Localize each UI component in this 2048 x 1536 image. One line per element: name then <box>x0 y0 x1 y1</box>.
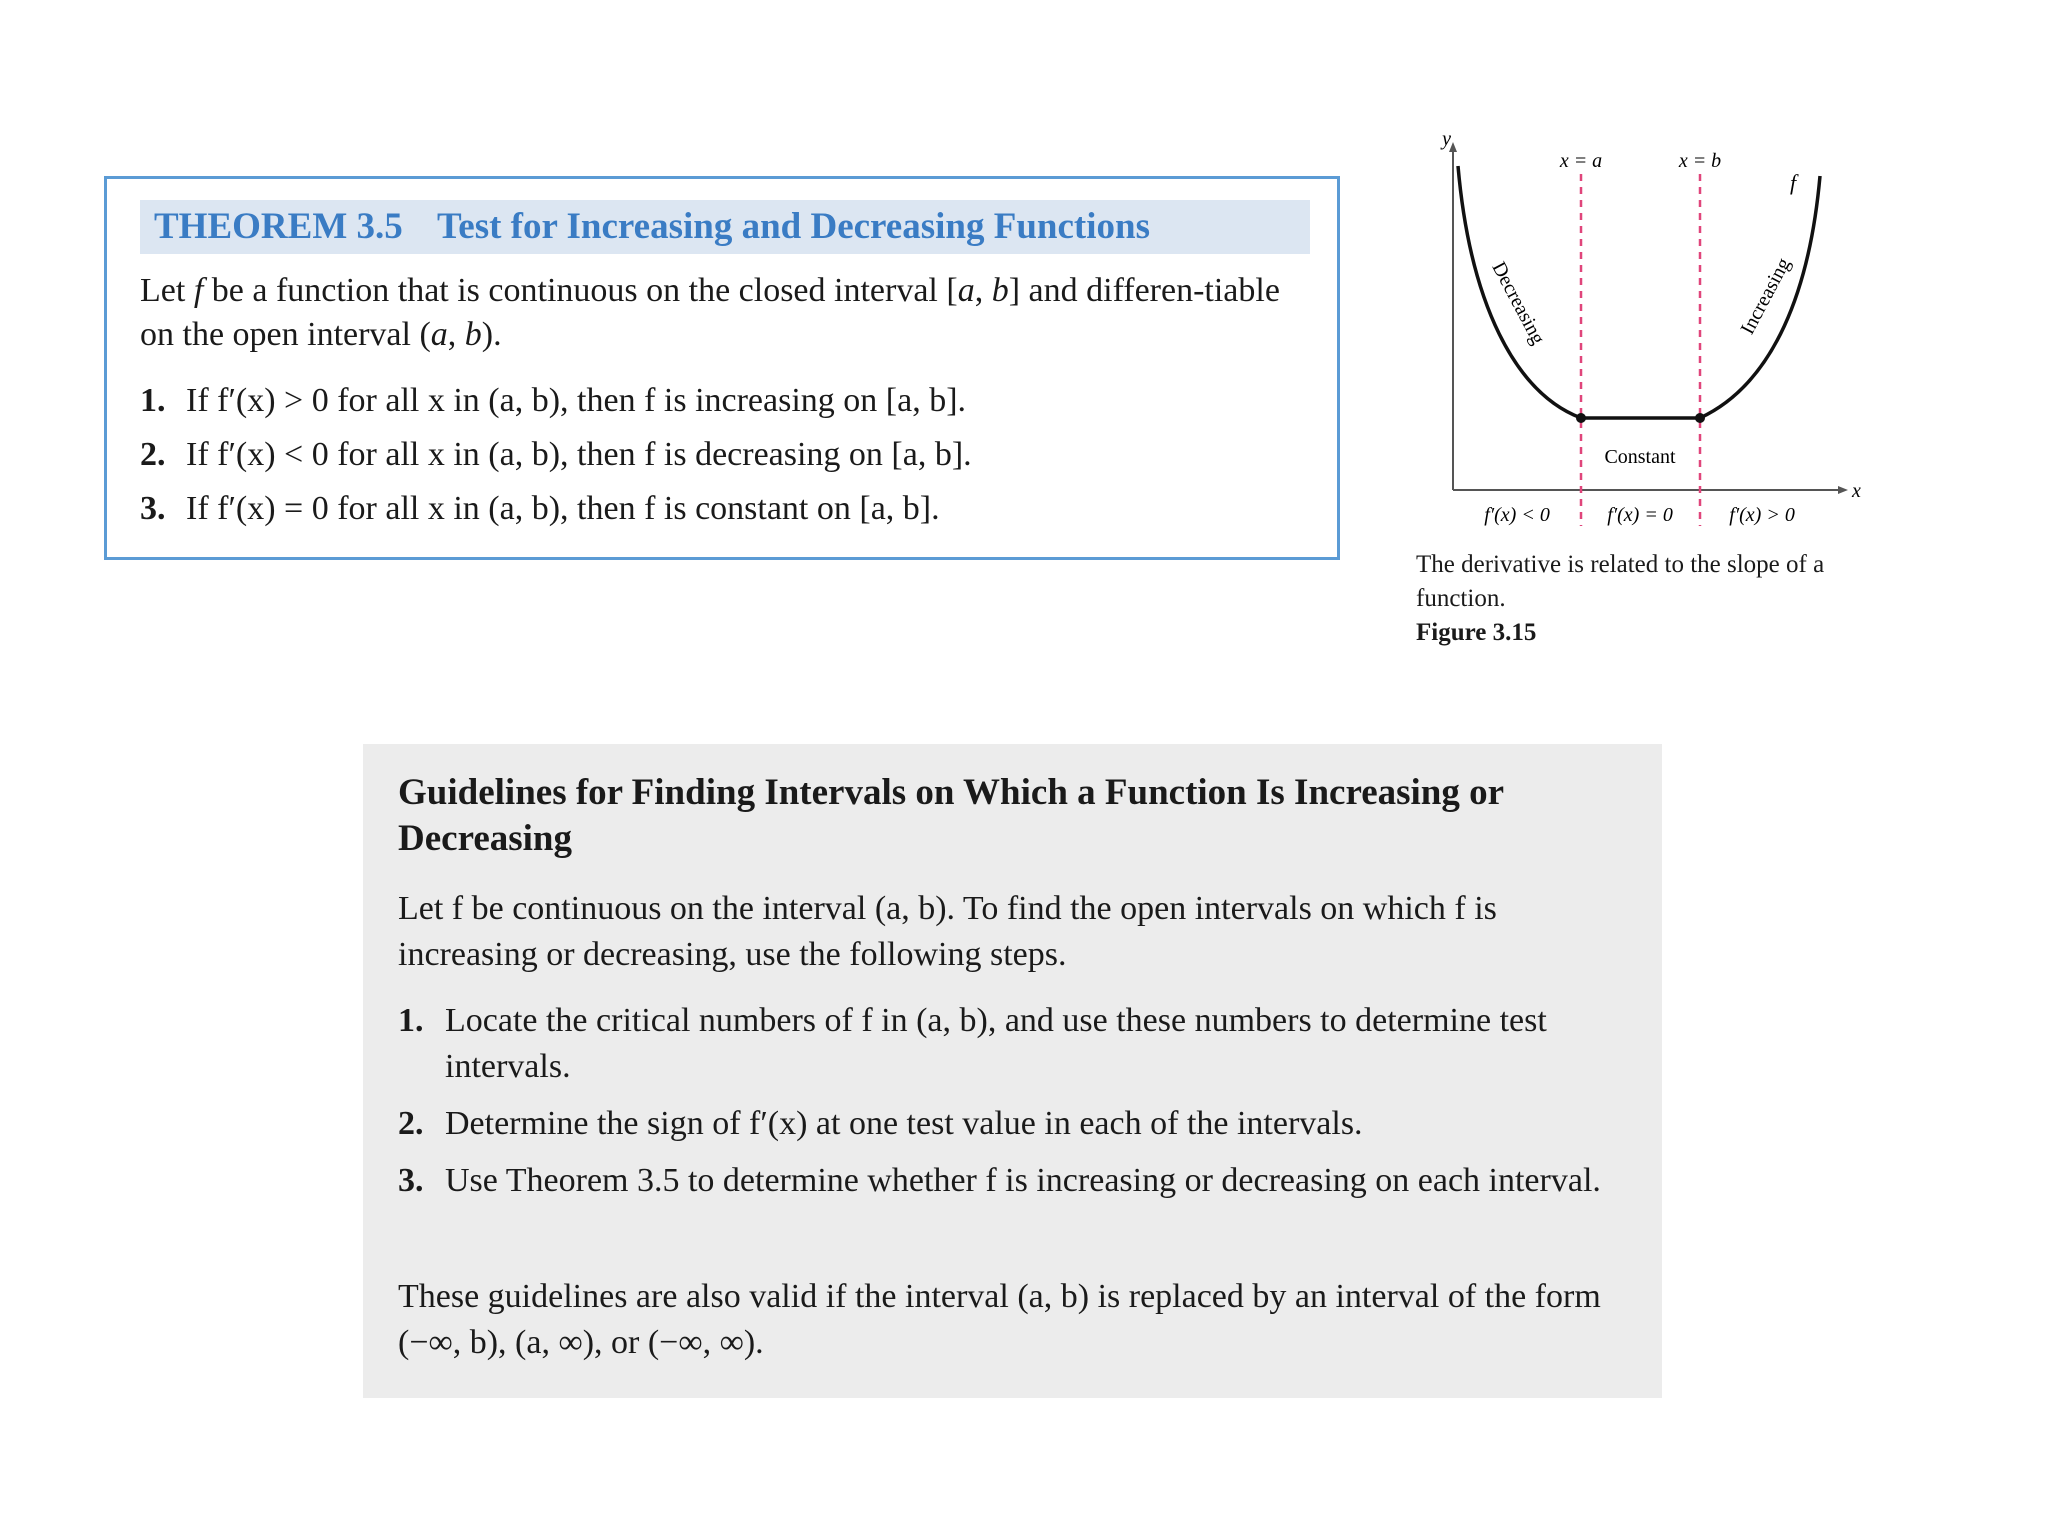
figure-caption-block <box>1416 548 1846 650</box>
sign-mid-label: f′(x) = 0 <box>1607 504 1673 526</box>
x-axis-arrow <box>1838 486 1848 494</box>
sign-right-label: f′(x) > 0 <box>1729 504 1795 526</box>
y-axis-label: y <box>1442 128 1451 150</box>
label-x-a: x = a <box>1559 150 1603 172</box>
guideline-step: 2. Determine the sign of f′(x) at one test value in each of the intervals. <box>398 1105 1363 1142</box>
figure-caption: The derivative is related to the slope of a function. <box>1416 551 1825 612</box>
theorem-intro: Let f be a function that is continuous on the closed interval [a, b] and differen-tiable on the open interval (a, b). <box>140 272 1280 353</box>
constant-label: Constant <box>1604 446 1676 468</box>
decreasing-label: Decreasing <box>1487 258 1550 349</box>
derivative-figure <box>1400 128 1860 548</box>
sign-left-label: f′(x) < 0 <box>1484 504 1550 526</box>
figure-label: Figure 3.15 <box>1416 619 1537 646</box>
theorem-item: 3. If f′(x) = 0 for all x in (a, b), then f is constant on [a, b]. <box>140 490 940 527</box>
theorem-box <box>104 176 1340 560</box>
label-x-b: x = b <box>1678 150 1722 172</box>
x-axis-label: x <box>1852 480 1861 502</box>
point-a <box>1576 413 1586 423</box>
theorem-title: Test for Increasing and Decreasing Functions <box>437 206 1150 247</box>
curve-label: f <box>1790 170 1797 195</box>
theorem-header <box>140 200 1310 254</box>
figure-graph <box>1400 128 1860 548</box>
theorem-item: 2. If f′(x) < 0 for all x in (a, b), then f is decreasing on [a, b]. <box>140 436 972 473</box>
point-b <box>1695 413 1705 423</box>
guidelines-note: These guidelines are also valid if the interval (a, b) is replaced by an interval of the form (−∞, b), (a, ∞), or (−∞, ∞). <box>398 1278 1601 1361</box>
increasing-label: Increasing <box>1736 254 1795 339</box>
guideline-step: 3. Use Theorem 3.5 to determine whether f is increasing or decreasing on each interval. <box>398 1162 1601 1199</box>
guideline-step: 1. Locate the critical numbers of f in (a, b), and use these numbers to determine test intervals. <box>398 1002 1547 1085</box>
guidelines-title: Guidelines for Finding Intervals on Which a Function Is Increasing or Decreasing <box>398 772 1504 859</box>
theorem-item: 1. If f′(x) > 0 for all x in (a, b), then f is increasing on [a, b]. <box>140 382 967 419</box>
guidelines-box <box>363 744 1662 1398</box>
guidelines-intro: Let f be continuous on the interval (a, b). To find the open intervals on which f is increasing or decreasing, use the following steps. <box>398 890 1497 973</box>
theorem-number: THEOREM 3.5 <box>154 206 403 247</box>
